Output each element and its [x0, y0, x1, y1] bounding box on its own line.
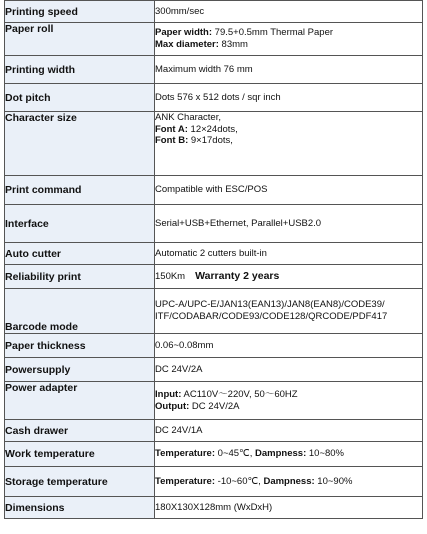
- table-row-cash-drawer: [5, 420, 423, 442]
- row-label: Powersupply: [5, 358, 155, 382]
- row-value: [155, 23, 423, 56]
- table-row-dimensions: [5, 497, 423, 519]
- row-value: Compatible with ESC/POS: [155, 176, 423, 205]
- row-value: Dots 576 x 512 dots / sqr inch: [155, 84, 423, 112]
- value-key: Dampness:: [263, 475, 315, 487]
- value-key: Max diameter:: [155, 39, 219, 50]
- value-text: 10~80%: [306, 448, 345, 460]
- row-label: Paper thickness: [5, 334, 155, 358]
- value-text: 12×24dots,: [187, 123, 238, 135]
- row-label: Dot pitch: [5, 84, 155, 112]
- row-value: DC 24V/2A: [155, 358, 423, 382]
- value-key: Paper width:: [155, 27, 213, 39]
- row-value: 300mm/sec: [155, 1, 423, 23]
- row-value: [155, 289, 423, 334]
- row-label: Storage temperature: [5, 467, 155, 497]
- row-value: [155, 467, 423, 497]
- value-text: 79.5+0.5mm Thermal Paper: [212, 27, 334, 39]
- table-row-auto-cutter: [5, 243, 423, 265]
- row-label: Cash drawer: [5, 420, 155, 442]
- value-line: [155, 401, 422, 413]
- row-label: Print command: [5, 176, 155, 205]
- value-key: Font B:: [155, 135, 189, 147]
- value-key: Temperature:: [155, 475, 216, 487]
- row-value: Automatic 2 cutters built-in: [155, 243, 423, 265]
- value-line: [155, 124, 422, 136]
- value-line: ITF/CODABAR/CODE93/CODE128/QRCODE/PDF417: [155, 311, 388, 322]
- value-line: [155, 135, 422, 147]
- table-row-character-size: [5, 112, 423, 176]
- table-row-printing-width: [5, 56, 423, 84]
- row-value: [155, 265, 423, 289]
- value-key: Dampness:: [255, 448, 307, 460]
- row-label: Character size: [5, 112, 155, 176]
- row-value: 180X130X128mm (WxDxH): [155, 497, 423, 519]
- value-line: [155, 39, 422, 51]
- value-key: Input:: [155, 388, 182, 400]
- row-label: Dimensions: [5, 497, 155, 519]
- row-label: Interface: [5, 205, 155, 243]
- value-key: Output:: [155, 400, 190, 412]
- row-label: Barcode mode: [5, 289, 155, 334]
- value-text: -10~60℃,: [215, 475, 264, 487]
- row-value: [155, 112, 423, 176]
- row-value: DC 24V/1A: [155, 420, 423, 442]
- row-value: Serial+USB+Ethernet, Parallel+USB2.0: [155, 205, 423, 243]
- value-text: 10~90%: [314, 475, 353, 487]
- value-text: DC 24V/2A: [189, 400, 240, 412]
- spec-table: [4, 0, 423, 519]
- value-text: 0~45℃,: [215, 448, 256, 460]
- value-text: 150Km: [155, 271, 186, 283]
- table-row-paper-thickness: [5, 334, 423, 358]
- row-label: Printing speed: [5, 1, 155, 23]
- value-key: Font A:: [155, 123, 188, 135]
- table-row-reliability-print: [5, 265, 423, 289]
- value-text: 83mm: [218, 39, 248, 50]
- row-label: Work temperature: [5, 442, 155, 467]
- row-value: [155, 442, 423, 467]
- value-text: AC110V～220V, 50～60HZ: [181, 388, 298, 400]
- row-label: Power adapter: [5, 382, 155, 420]
- table-row-dot-pitch: [5, 84, 423, 112]
- row-value: Maximum width 76 mm: [155, 56, 423, 84]
- value-key: Temperature:: [155, 448, 216, 460]
- table-row-print-command: [5, 176, 423, 205]
- table-row-interface: [5, 205, 423, 243]
- value-line: UPC-A/UPC-E/JAN13(EAN13)/JAN8(EAN8)/CODE39/: [155, 299, 385, 311]
- warranty-text: Warranty 2 years: [195, 270, 280, 283]
- value-line: [155, 27, 422, 39]
- row-label: Reliability print: [5, 265, 155, 289]
- value-line: ANK Character,: [155, 112, 221, 123]
- table-row-work-temperature: [5, 442, 423, 467]
- value-text: 9×17dots,: [188, 135, 233, 147]
- table-row-storage-temperature: [5, 467, 423, 497]
- table-row-powersupply: [5, 358, 423, 382]
- table-row-barcode-mode: [5, 289, 423, 334]
- value-line: [155, 389, 422, 401]
- table-row-paper-roll: [5, 23, 423, 56]
- row-label: Paper roll: [5, 23, 155, 56]
- row-label: Auto cutter: [5, 243, 155, 265]
- row-value: [155, 382, 423, 420]
- row-value: 0.06~0.08mm: [155, 334, 423, 358]
- row-label: Printing width: [5, 56, 155, 84]
- table-row-printing-speed: [5, 1, 423, 23]
- table-row-power-adapter: [5, 382, 423, 420]
